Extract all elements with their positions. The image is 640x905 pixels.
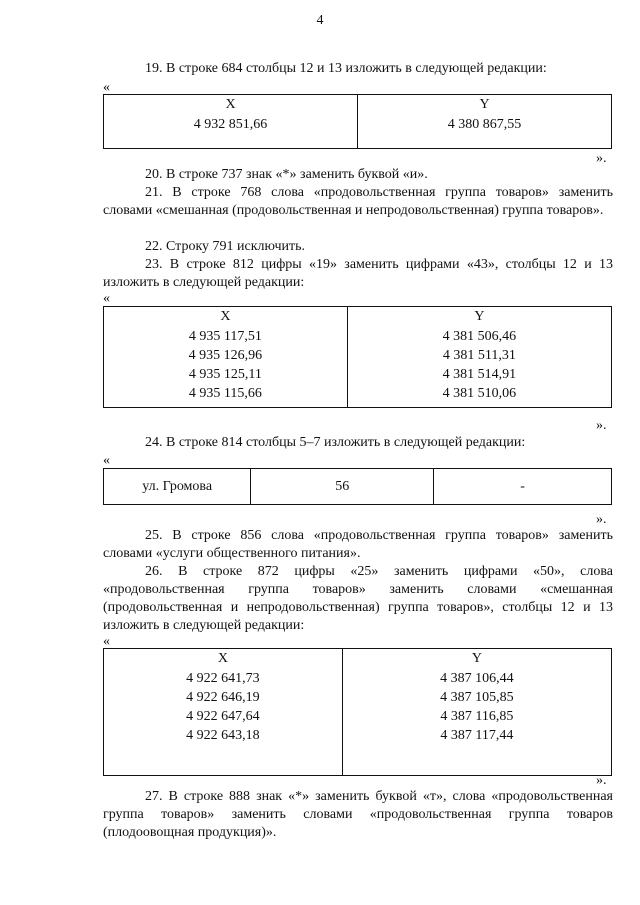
open-quote: « [103, 291, 110, 306]
y-header: Y [479, 97, 490, 112]
y-value: 4 381 510,06 [442, 386, 517, 401]
x-value: 4 935 125,11 [188, 367, 262, 382]
x-header: X [220, 309, 231, 324]
street-table [103, 468, 612, 505]
x-value: 4 922 641,73 [186, 671, 260, 686]
street-cell: ул. Громова [104, 469, 251, 505]
open-quote: « [103, 80, 110, 95]
y-value: 4 387 116,85 [440, 709, 514, 724]
x-value: 4 935 117,51 [188, 329, 262, 344]
open-quote: « [103, 453, 110, 468]
item-20: 20. В строке 737 знак «*» заменить буквой «и». [145, 167, 428, 182]
item-21: 21. В строке 768 слова «продовольственная группа товаров» заменить словами «смешанная (продовольственная и непродовольственная) группа товаров». [103, 185, 613, 218]
x-value: 4 922 646,19 [186, 690, 260, 705]
item-22: 22. Строку 791 исключить. [145, 239, 306, 254]
x-column [104, 649, 343, 776]
y-value: 4 387 105,85 [440, 690, 514, 705]
close-quote: ». [596, 512, 607, 527]
x-value: 4 935 126,96 [188, 348, 263, 363]
x-value: 4 922 647,64 [186, 709, 260, 724]
y-value: 4 380 867,55 [447, 117, 522, 132]
x-value: 4 932 851,66 [193, 117, 268, 132]
x-value: 4 935 115,66 [188, 386, 262, 401]
x-value: 4 922 643,18 [186, 728, 260, 743]
x-column [104, 307, 348, 408]
coords-table-4 [103, 648, 612, 776]
coords-table-1 [103, 94, 612, 149]
item-25: 25. В строке 856 слова «продовольственная группа товаров» заменить словами «услуги общественного питания». [103, 528, 613, 561]
dash-cell: - [434, 469, 612, 505]
coords-table-2 [103, 306, 612, 408]
item-19: 19. В строке 684 столбцы 12 и 13 изложить в следующей редакции: [145, 61, 547, 76]
y-value: 4 387 106,44 [440, 671, 514, 686]
x-column [104, 95, 358, 149]
y-value: 4 387 117,44 [440, 728, 514, 743]
item-24: 24. В строке 814 столбцы 5–7 изложить в следующей редакции: [145, 435, 526, 450]
y-value: 4 381 514,91 [442, 367, 517, 382]
y-header: Y [474, 309, 485, 324]
y-header: Y [471, 651, 482, 666]
y-column [342, 649, 611, 776]
y-column [358, 95, 612, 149]
y-value: 4 381 506,46 [442, 329, 517, 344]
open-quote: « [103, 634, 110, 649]
item-23: 23. В строке 812 цифры «19» заменить цифрами «43», столбцы 12 и 13 изложить в следующей редакции: [103, 257, 613, 290]
number-cell: 56 [251, 469, 434, 505]
close-quote: ». [596, 773, 607, 788]
close-quote: ». [596, 418, 607, 433]
close-quote: ». [596, 151, 607, 166]
x-header: X [217, 651, 228, 666]
x-header: X [225, 97, 236, 112]
y-value: 4 381 511,31 [442, 348, 516, 363]
page-number: 4 [316, 13, 324, 28]
item-26: 26. В строке 872 цифры «25» заменить цифрами «50», слова «продовольственная группа товаров» заменить словами «смешанная (продовольственная и непродовольственная) группа товаров», столбцы 12 и 13 изложить в следующей редакции: [103, 564, 613, 633]
item-27: 27. В строке 888 знак «*» заменить буквой «т», слова «продовольственная группа товаров» заменить словами «продовольственная группа товаров (плодоовощная продукция)». [103, 789, 613, 840]
y-column [347, 307, 611, 408]
